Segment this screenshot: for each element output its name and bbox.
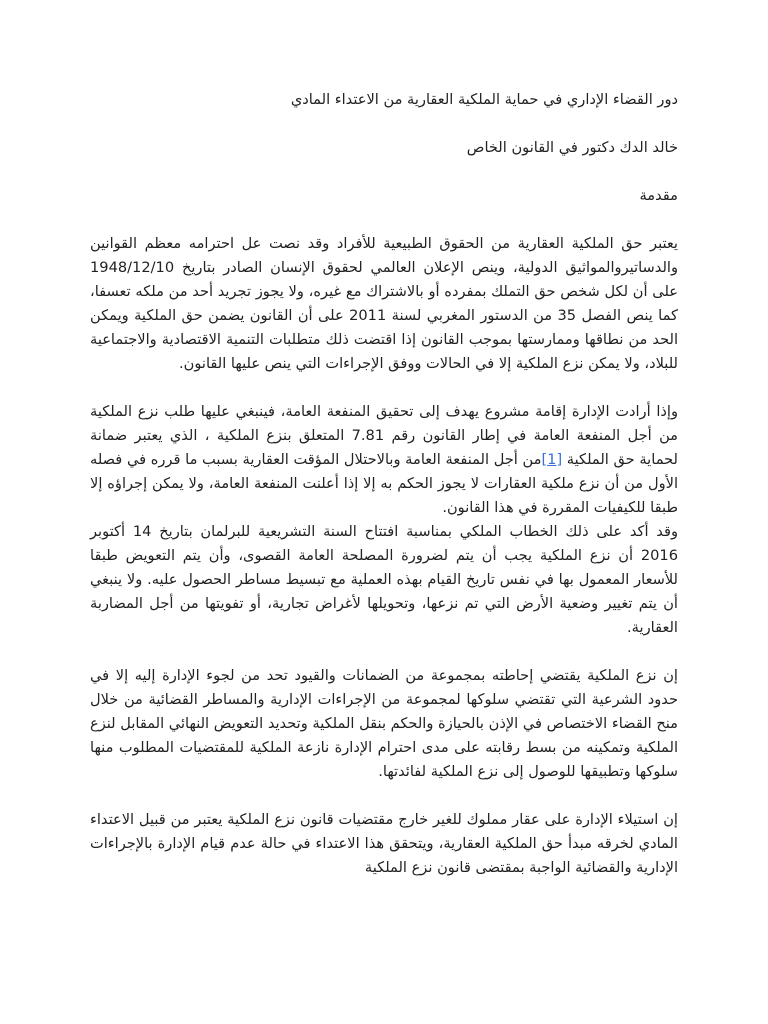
paragraph-2 <box>90 400 678 520</box>
paragraph-2-text-end: من أجل المنفعة العامة وبالاحتلال المؤقت العقارية بسبب ما قرره في فصله الأول من أن نزع ملكية العقارات لا يجوز الحكم به إلا إذا أعلنت المنفعة العامة، ولا يمكن إجراؤه إلا طبقا للكيفيات المقررة في هذا القانون. <box>90 451 678 516</box>
paragraph-3: وقد أكد على ذلك الخطاب الملكي بمناسبة افتتاح السنة التشريعية للبرلمان بتاريخ 14 أكتوبر 2016 أن نزع الملكية يجب أن يتم لضرورة المصلحة العامة القصوى، وأن يتم التعويض طبقا للأسعار المعمول بها في نفس تاريخ القيام بهذه العملية مع تبسيط مساطر الحصول عليه. ولا ينبغي أن يتم تغيير وضعية الأرض التي تم نزعها، وتحويلها لأغراض تجارية، أو تفويتها من أجل المضاربة العقارية. <box>90 523 678 636</box>
footnote-link-1[interactable]: [1] <box>541 451 563 468</box>
author-line: خالد الدك دكتور في القانون الخاص <box>466 139 678 156</box>
paragraph-1: يعتبر حق الملكية العقارية من الحقوق الطبيعية للأفراد وقد نصت عل احترامه معظم القوانين والدساتيروالمواثيق الدولية، وينص الإعلان العالمي لحقوق الإنسان الصادر بتاريخ 1948/12/10 على أن لكل شخص حق التملك بمفرده أو بالاشتراك مع غيره، ولا يجوز تجريد أحد من ملكه تعسفا، كما ينص الفصل 35 من الدستور المغربي لسنة 2011 على أن القانون يضمن حق الملكية ويمكن الحد من نطاقها وممارستها بموجب القانون إذا اقتضت ذلك متطلبات التنمية الاقتصادية والاجتماعية للبلاد، ولا يمكن نزع الملكية إلا في الحالات ووفق الإجراءات التي ينص عليها القانون. <box>90 235 679 372</box>
paragraph-2-text-start: وإذا أرادت الإدارة إقامة مشروع يهدف إلى تحقيق المنفعة العامة، فينبغي عليها طلب نزع الملكية من أجل المنفعة العامة في إطار القانون رقم 7.81 المتعلق بنزع الملكية ، الذي يعتبر ضمانة لحماية حق الملكية <box>90 403 678 468</box>
document-title: دور القضاء الإداري في حماية الملكية العقارية من الاعتداء المادي <box>290 91 678 108</box>
paragraph-4: إن نزع الملكية يقتضي إحاطته بمجموعة من الضمانات والقيود تحد من لجوء الإدارة إليه إلا في حدود الشرعية التي تقتضي سلوكها لمجموعة من الإجراءات الإدارية والمساطر القضائية من خلال منح القضاء الاختصاص في الإذن بالحيازة والحكم بنقل الملكية وتحديد التعويض النهائي المقابل لنزع الملكية وتمكينه من بسط رقابته على مدى احترام الإدارة نازعة الملكية للمقتضيات المطلوب منها سلوكها وتطبيقها للوصول إلى نزع الملكية لفائدتها. <box>90 667 678 780</box>
paragraph-5: إن استيلاء الإدارة على عقار مملوك للغير خارج مقتضيات قانون نزع الملكية يعتبر من قبيل الاعتداء المادي لخرقه مبدأ حق الملكية العقارية، ويتحقق هذا الاعتداء في حالة عدم قيام الإدارة بالإجراءات الإدارية والقضائية الواجبة بمقتضى قانون نزع الملكية <box>90 811 678 876</box>
intro-heading: مقدمة <box>639 187 678 204</box>
document-body <box>90 88 678 904</box>
